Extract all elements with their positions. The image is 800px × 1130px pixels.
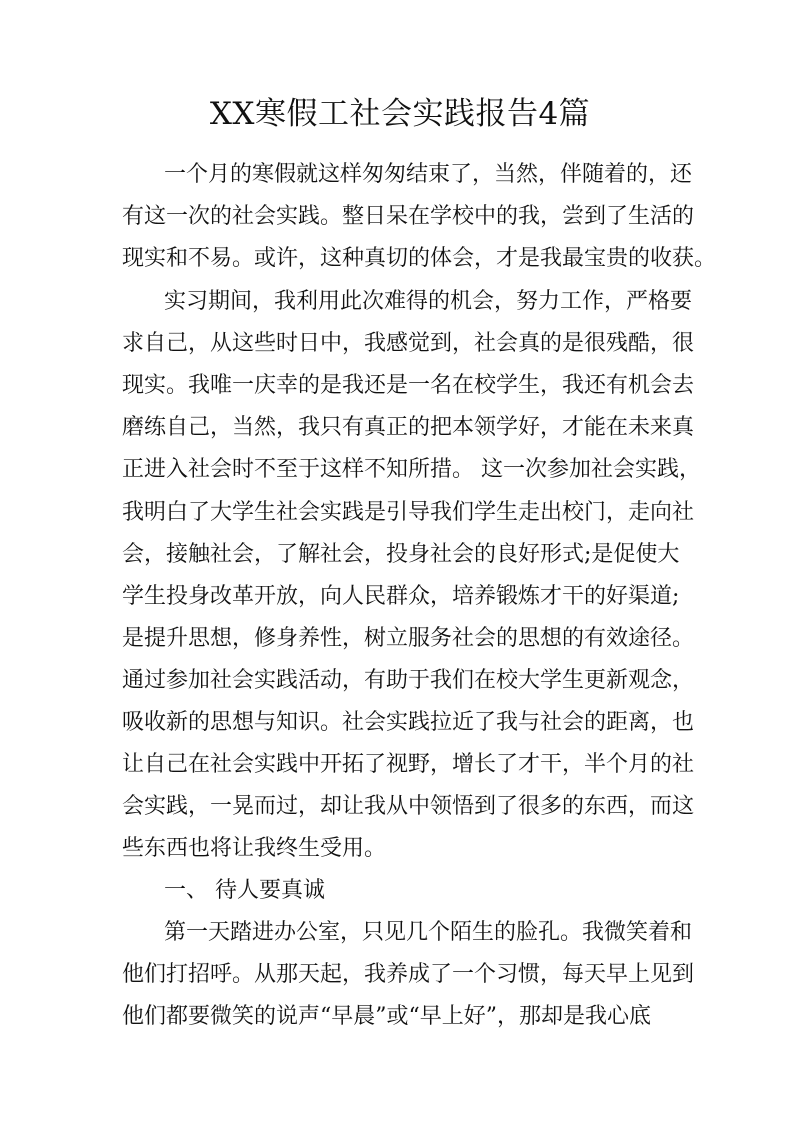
paragraph-line: 有这一次的社会实践。整日呆在学校中的我，尝到了生活的 [122, 204, 695, 229]
paragraph-line: 我明白了大学生社会实践是引导我们学生走出校门，走向社 [122, 500, 695, 525]
paragraph-line: 现实。我唯一庆幸的是我还是一名在校学生，我还有机会去 [122, 373, 695, 398]
document-title: XX寒假工社会实践报告4篇 [209, 96, 591, 132]
paragraph-line: 学生投身改革开放，向人民群众，培养锻炼才干的好渠道; [122, 584, 680, 609]
paragraph-line: 现实和不易。或许，这种真切的体会，才是我最宝贵的收获。 [122, 246, 717, 271]
paragraph-line: 实习期间，我利用此次难得的机会，努力工作，严格要 [164, 289, 693, 314]
paragraph-line: 会实践，一晃而过，却让我从中领悟到了很多的东西，而这 [122, 794, 695, 819]
paragraph-line: 是提升思想，修身养性，树立服务社会的思想的有效途径。 [122, 626, 695, 651]
paragraph-line: 通过参加社会实践活动，有助于我们在校大学生更新观念， [122, 668, 695, 693]
paragraph-line: 会，接触社会，了解社会，投身社会的良好形式;是促使大 [122, 542, 680, 567]
section-heading: 一、 待人要真诚 [164, 878, 325, 903]
paragraph-line: 求自己，从这些时日中，我感觉到，社会真的是很残酷，很 [122, 331, 695, 356]
paragraph-line: 磨练自己，当然，我只有真正的把本领学好，才能在未来真 [122, 415, 695, 440]
paragraph-line: 他们都要微笑的说声“早晨”或“早上好”，那却是我心底 [122, 1004, 651, 1029]
paragraph-line: 正进入社会时不至于这样不知所措。 这一次参加社会实践， [122, 457, 701, 482]
paragraph-line: 让自己在社会实践中开拓了视野，增长了才干，半个月的社 [122, 752, 695, 777]
paragraph-line: 一个月的寒假就这样匆匆结束了，当然，伴随着的，还 [164, 162, 693, 187]
paragraph-line: 些东西也将让我终生受用。 [122, 836, 387, 861]
paragraph-line: 他们打招呼。从那天起，我养成了一个习惯，每天早上见到 [122, 962, 695, 987]
paragraph-line: 第一天踏进办公室，只见几个陌生的脸孔。我微笑着和 [164, 920, 693, 945]
paragraph-line: 吸收新的思想与知识。社会实践拉近了我与社会的距离，也 [122, 710, 695, 735]
